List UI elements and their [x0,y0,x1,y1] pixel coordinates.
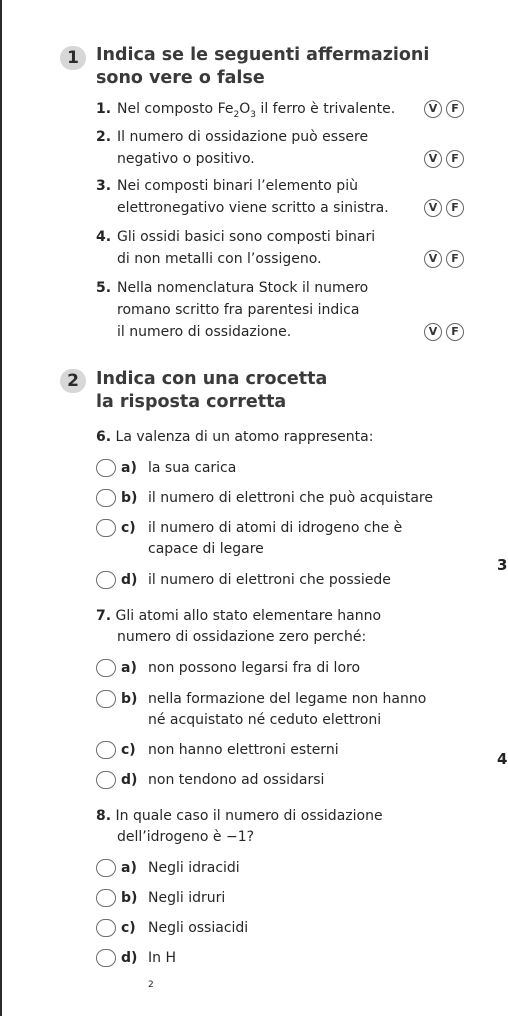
option-letter: b) [121,691,138,707]
question-number: 8. [96,808,112,824]
statement-line: Il numero di ossidazione può essere [117,129,369,145]
statement-number: 3. [96,178,112,194]
question-text: In quale caso il numero di ossidazione [115,808,383,824]
answer-checkbox[interactable] [96,519,116,537]
question-6-option-b[interactable] [96,488,496,509]
answer-checkbox[interactable] [96,659,116,677]
statement-line: Gli ossidi basici sono composti binari [117,229,376,245]
answer-checkbox[interactable] [96,741,116,759]
section-1-title [96,44,429,90]
true-option[interactable]: V [424,250,442,268]
question-line [96,806,486,827]
true-false-choices [424,199,464,217]
question-number: 7. [96,608,112,624]
option-line: il numero di elettroni che può acquistare [148,490,433,506]
option-letter: c) [121,920,136,936]
option-letter: a) [121,660,137,676]
statement-text [117,126,417,170]
statement-number: 2. [96,129,112,145]
answer-checkbox[interactable] [96,771,116,789]
option-text [148,658,496,679]
question-6-option-c[interactable] [96,518,496,560]
question-line: numero di ossidazione zero perché: [117,629,367,645]
false-option[interactable]: F [446,250,464,268]
answer-checkbox[interactable] [96,889,116,907]
formula-element: Nel composto Fe [117,101,234,117]
answer-checkbox[interactable] [96,571,116,589]
statement-line: elettronegativo viene scritto a sinistra. [117,200,389,216]
statement-2 [96,126,480,170]
true-false-choices [424,250,464,268]
true-option[interactable]: V [424,100,442,118]
section-2-title-line: la risposta corretta [96,392,287,412]
option-text [148,488,496,509]
option-letter: b) [121,490,138,506]
option-text [148,570,496,591]
statement-1 [96,98,480,126]
option-text [148,689,496,731]
question-line: dell’idrogeno è −1? [117,829,255,845]
option-text [148,458,496,479]
question-text: Gli atomi allo stato elementare hanno [115,608,382,624]
answer-checkbox[interactable] [96,919,116,937]
question-7-stem [96,606,486,648]
option-line: il numero di elettroni che possiede [148,572,391,588]
option-letter: d) [121,950,138,966]
question-6-stem [96,427,486,448]
section-2-number-badge: 2 [60,369,86,393]
statement-line: il numero di ossidazione. [117,324,292,340]
question-number: 6. [96,429,112,445]
true-false-choices [424,323,464,341]
statement-text [117,277,417,343]
option-line: la sua carica [148,460,237,476]
option-letter: d) [121,572,138,588]
option-letter: c) [121,520,136,536]
statement-line: romano scritto fra parentesi indica [117,302,360,318]
true-option[interactable]: V [424,150,442,168]
option-letter: d) [121,772,138,788]
statement-text [117,226,417,270]
statement-line: Nella nomenclatura Stock il numero [117,280,369,296]
option-line: né acquistato né ceduto elettroni [148,712,382,728]
false-option[interactable]: F [446,100,464,118]
question-7-option-a[interactable] [96,658,496,679]
statement-4 [96,226,480,270]
adjacent-column-number-4: 4 [497,750,508,768]
statement-text-tail: il ferro è trivalente. [255,101,396,117]
question-8-option-c[interactable] [96,918,496,939]
option-line [148,948,496,996]
formula-element: O [239,101,251,117]
option-line: non tendono ad ossidarsi [148,772,325,788]
option-line: Negli ossiacidi [148,920,249,936]
option-line: Negli idruri [148,890,226,906]
statement-3 [96,175,480,219]
statement-line: negativo o positivo. [117,151,255,167]
statement-text [117,98,417,126]
section-1-title-line: Indica se le seguenti affermazioni [96,45,430,65]
true-option[interactable]: V [424,199,442,217]
option-text [148,948,496,996]
question-8-stem [96,806,486,848]
formula-subscript: 2 [148,979,154,990]
question-8-option-d[interactable] [96,948,496,996]
question-8-option-a[interactable] [96,858,496,879]
false-option[interactable]: F [446,323,464,341]
question-6-option-d[interactable] [96,570,496,591]
option-line: il numero di atomi di idrogeno che è [148,520,403,536]
question-7-option-b[interactable] [96,689,496,731]
option-line: non possono legarsi fra di loro [148,660,361,676]
question-line [96,427,486,448]
question-text: La valenza di un atomo rappresenta: [115,429,374,445]
option-text [148,740,496,761]
answer-checkbox[interactable] [96,859,116,877]
true-false-choices [424,150,464,168]
answer-checkbox[interactable] [96,489,116,507]
option-line: nella formazione del legame non hanno [148,691,427,707]
formula-subscript: 3 [250,109,256,120]
question-7-option-d[interactable] [96,770,496,791]
true-false-choices [424,100,464,118]
option-text [148,888,496,909]
option-text [148,518,496,560]
option-letter: c) [121,742,136,758]
section-2-title-line: Indica con una crocetta [96,369,328,389]
question-7-option-c[interactable] [96,740,496,761]
answer-checkbox[interactable] [96,949,116,967]
answer-checkbox[interactable] [96,459,116,477]
statement-number: 5. [96,280,112,296]
section-2-title [96,368,327,414]
option-letter: b) [121,890,138,906]
formula-subscript: 2 [233,109,240,120]
statement-line [117,98,417,126]
question-8-option-b[interactable] [96,888,496,909]
false-option[interactable]: F [446,150,464,168]
statement-5 [96,277,480,343]
adjacent-column-number-3: 3 [497,556,508,574]
statement-number: 1. [96,101,112,117]
false-option[interactable]: F [446,199,464,217]
statement-line: Nei composti binari l’elemento più [117,178,358,194]
question-line [96,606,486,627]
answer-checkbox[interactable] [96,690,116,708]
option-text [148,770,496,791]
left-border-line [0,0,2,1016]
statement-number: 4. [96,229,112,245]
option-line: Negli idracidi [148,860,240,876]
option-text [148,918,496,939]
option-letter: a) [121,460,137,476]
section-1-title-line: sono vere o false [96,68,265,88]
option-line: capace di legare [148,541,264,557]
statement-line: di non metalli con l’ossigeno. [117,251,322,267]
option-letter: a) [121,860,137,876]
statement-text [117,175,417,219]
option-line: non hanno elettroni esterni [148,742,339,758]
question-6-option-a[interactable] [96,458,496,479]
option-text [148,858,496,879]
true-option[interactable]: V [424,323,442,341]
formula-element: In H [148,950,176,966]
section-1-number-badge: 1 [60,46,86,70]
